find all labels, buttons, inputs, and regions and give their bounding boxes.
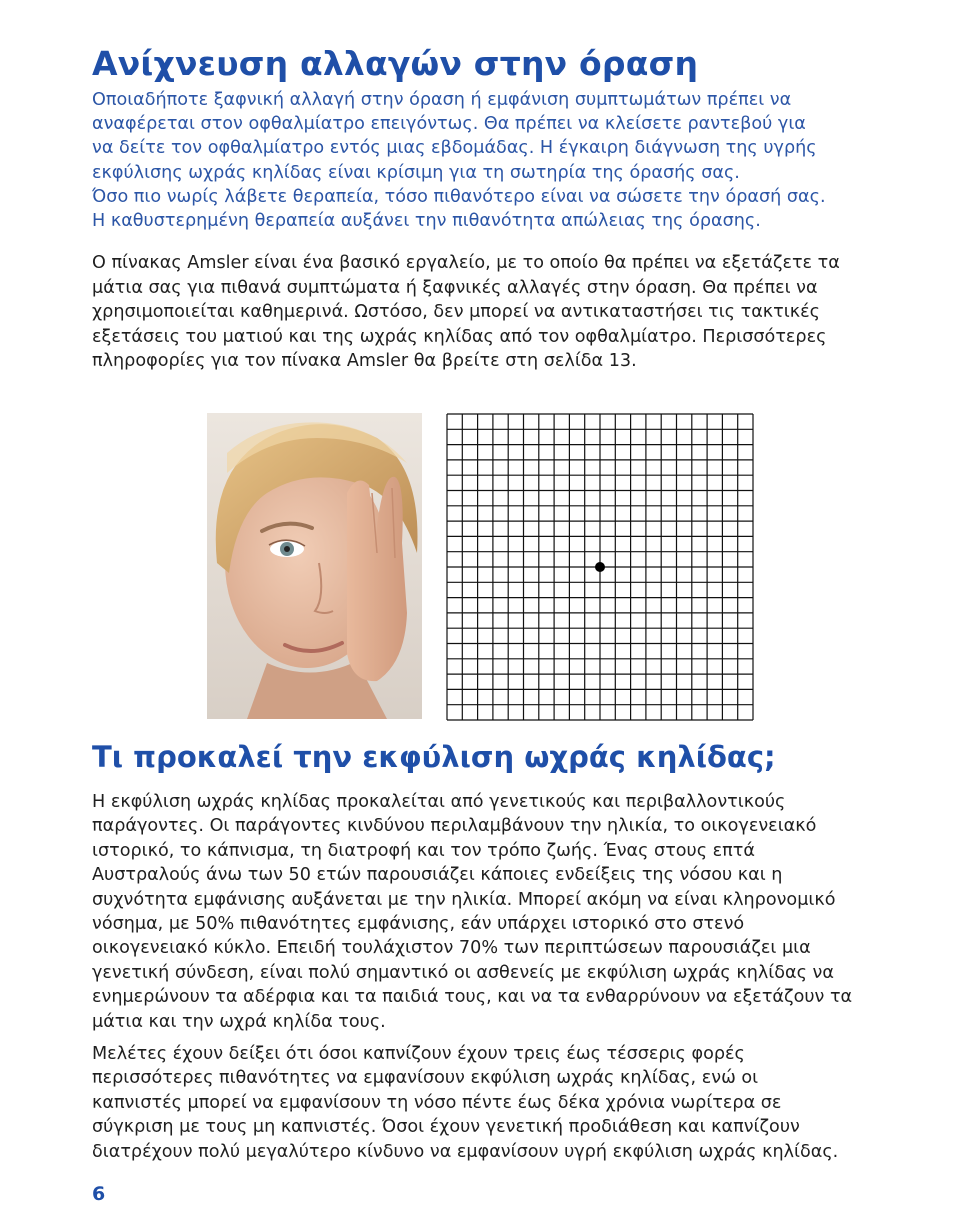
causes-paragraph — [92, 790, 892, 1034]
amsler-grid — [446, 413, 754, 721]
intro-line: Οποιαδήποτε ξαφνική αλλαγή στην όραση ή εμφάνιση συμπτωμάτων πρέπει να — [92, 90, 792, 110]
causes-line: οικογενειακό κύκλο. Επειδή τουλάχιστον 70% των περιπτώσεων παρουσιάζει μια — [92, 938, 811, 959]
smoking-paragraph — [92, 1042, 892, 1164]
fixation-dot — [595, 562, 605, 572]
page-heading: Ανίχνευση αλλαγών στην όραση — [92, 44, 699, 83]
intro-line: εκφύλισης ωχράς κηλίδας είναι κρίσιμη για τη σωτηρία της όρασής σας. — [92, 162, 740, 183]
intro-line: Όσο πιο νωρίς λάβετε θεραπεία, τόσο πιθανότερο είναι να σώσετε την όρασή σας. — [92, 186, 826, 207]
causes-line: μάτια και την ωχρά κηλίδα τους. — [92, 1011, 386, 1032]
amsler-line: πληροφορίες για τον πίνακα Amsler θα βρείτε στη σελίδα 13. — [92, 351, 637, 371]
amsler-paragraph — [92, 251, 882, 374]
causes-line: Αυστραλούς άνω των 50 ετών παρουσιάζει κάποιες ενδείξεις της νόσου και η — [92, 865, 783, 886]
portrait-illustration — [207, 413, 422, 719]
intro-line: να δείτε τον οφθαλμίατρο εντός μιας εβδομάδας. Η έγκαιρη διάγνωση της υγρής — [92, 138, 817, 159]
causes-line: ενημερώνουν τα αδέρφια και τα παιδιά τους, και να τα ενθαρρύνουν να εξετάζουν τα — [92, 987, 853, 1008]
smoking-line: σύγκριση με τους μη καπνιστές. Όσοι έχουν γενετική προδιάθεση και καπνίζουν — [92, 1117, 800, 1138]
amsler-line: εξετάσεις του ματιού και της ωχράς κηλίδας από τον οφθαλμίατρο. Περισσότερες — [92, 326, 827, 347]
page-number: 6 — [92, 1183, 106, 1205]
smoking-line: διατρέχουν πολύ μεγαλύτερο κίνδυνο να εμφανίσουν υγρή εκφύλιση ωχράς κηλίδας. — [92, 1141, 839, 1162]
smoking-line: καπνιστές μπορεί να εμφανίσουν τη νόσο πέντε έως δέκα χρόνια νωρίτερα σε — [92, 1092, 782, 1113]
amsler-line: μάτια σας για πιθανά συμπτώματα ή ξαφνικές αλλαγές στην όραση. Θα πρέπει να — [92, 277, 818, 298]
intro-paragraph — [92, 88, 882, 233]
causes-line: ιστορικό, το κάπνισμα, τη διατροφή και τον τρόπο ζωής. Ένας στους επτά — [92, 840, 755, 861]
causes-line: Η εκφύλιση ωχράς κηλίδας προκαλείται από γενετικούς και περιβαλλοντικούς — [92, 792, 786, 812]
section-heading-causes: Τι προκαλεί την εκφύλιση ωχράς κηλίδας; — [92, 740, 776, 774]
intro-line: αναφέρεται στον οφθαλμίατρο επειγόντως. Θα πρέπει να κλείσετε ραντεβού για — [92, 114, 806, 135]
intro-line: Η καθυστερημένη θεραπεία αυξάνει την πιθανότητα απώλειας της όρασης. — [92, 211, 761, 232]
woman-covering-eye-photo — [207, 413, 422, 719]
smoking-line: Μελέτες έχουν δείξει ότι όσοι καπνίζουν έχουν τρεις έως τέσσερις φορές — [92, 1044, 745, 1064]
causes-line: συχνότητα εμφάνισης αυξάνεται με την ηλικία. Μπορεί ακόμη να είναι κληρονομικό — [92, 889, 836, 910]
causes-line: γενετική σύνδεση, είναι πολύ σημαντικό οι ασθενείς με εκφύλιση ωχράς κηλίδας να — [92, 962, 834, 983]
causes-line: νόσημα, με 50% πιθανότητες εμφάνισης, εάν υπάρχει ιστορικό στο στενό — [92, 914, 745, 935]
smoking-line: περισσότερες πιθανότητες να εμφανίσουν εκφύλιση ωχράς κηλίδας, ενώ οι — [92, 1068, 759, 1089]
amsler-line: χρησιμοποιείται καθημερινά. Ωστόσο, δεν μπορεί να αντικαταστήσει τις τακτικές — [92, 302, 820, 322]
amsler-line: Ο πίνακας Amsler είναι ένα βασικό εργαλείο, με το οποίο θα πρέπει να εξετάζετε τα — [92, 253, 840, 273]
causes-line: παράγοντες. Οι παράγοντες κινδύνου περιλαμβάνουν την ηλικία, το οικογενειακό — [92, 816, 817, 837]
